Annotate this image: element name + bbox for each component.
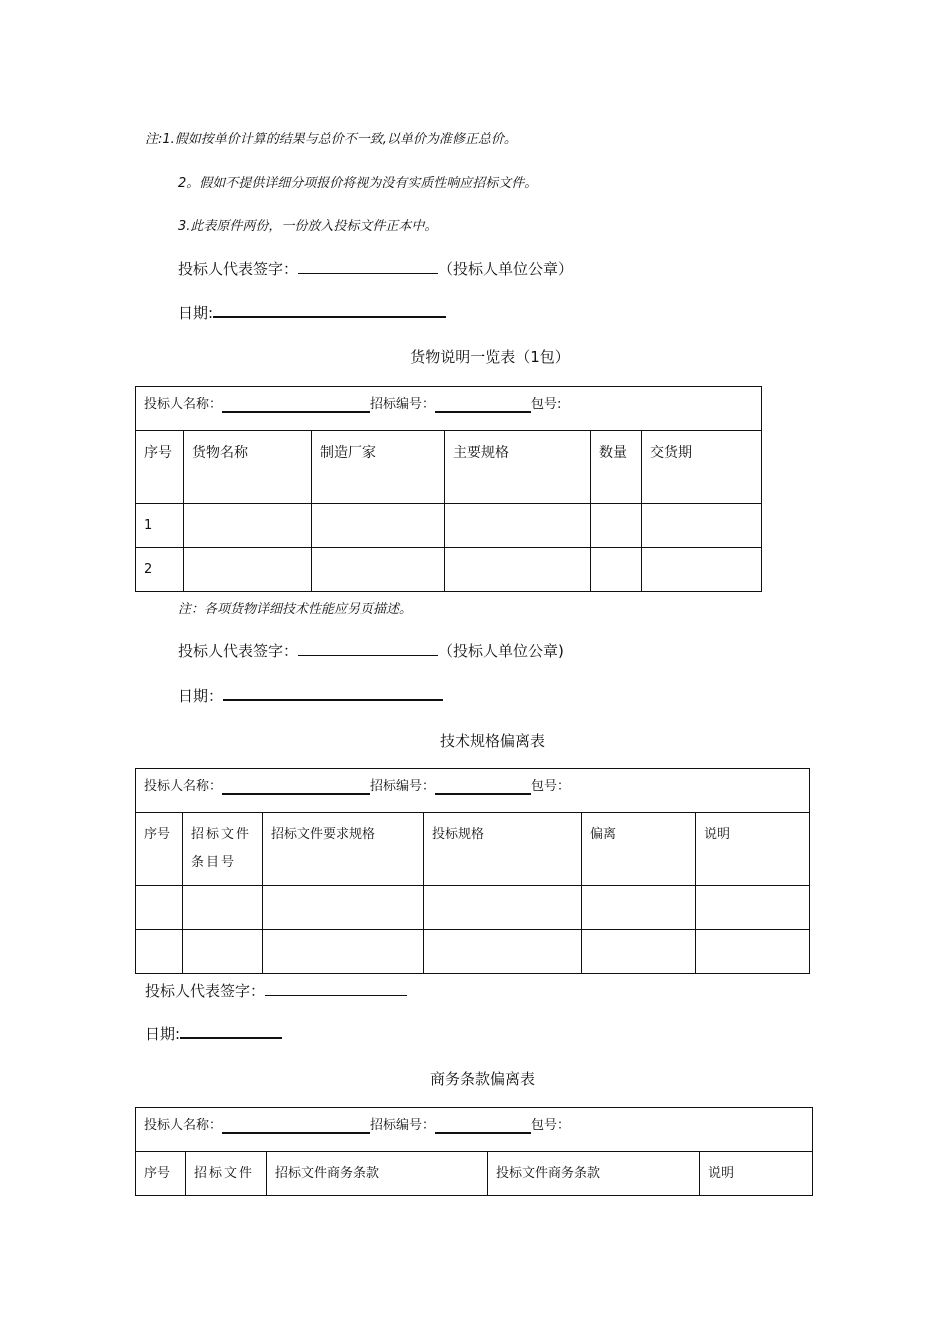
bidder-name-blank[interactable] bbox=[222, 1118, 370, 1134]
bid-number-label: 招标编号： bbox=[370, 779, 436, 794]
column-header: 主要规格 bbox=[445, 431, 591, 504]
package-label: 包号： bbox=[531, 1118, 571, 1133]
column-header: 投标规格 bbox=[424, 813, 582, 886]
note-1: 注:1.假如按单价计算的结果与总价不一致,以单价为准修正总价。 bbox=[145, 132, 517, 147]
date-blank[interactable] bbox=[213, 302, 446, 318]
table-cell[interactable] bbox=[642, 504, 762, 548]
column-header: 序号 bbox=[136, 813, 183, 886]
date-line-3 bbox=[145, 1023, 282, 1044]
table-cell[interactable] bbox=[445, 548, 591, 592]
bidder-name-blank[interactable] bbox=[222, 779, 370, 795]
signature-blank[interactable] bbox=[298, 259, 438, 274]
table-cell[interactable] bbox=[424, 886, 582, 930]
date-label: 日期: bbox=[145, 1025, 181, 1043]
note-3: 3.此表原件两份，一份放入投标文件正本中。 bbox=[178, 219, 438, 234]
table-cell[interactable] bbox=[263, 930, 424, 974]
date-line-1 bbox=[178, 302, 446, 323]
column-header: 说明 bbox=[700, 1152, 813, 1196]
goods-table bbox=[135, 386, 762, 592]
table-cell[interactable] bbox=[183, 886, 263, 930]
table-cell[interactable] bbox=[312, 504, 445, 548]
table-cell: 1 bbox=[136, 504, 184, 548]
column-header: 数量 bbox=[591, 431, 642, 504]
column-header: 招标文件要求规格 bbox=[263, 813, 424, 886]
table-cell[interactable] bbox=[263, 886, 424, 930]
column-header: 招标文件 bbox=[186, 1152, 267, 1196]
seal-label: （投标人单位公章） bbox=[438, 260, 574, 278]
table-cell[interactable] bbox=[582, 886, 696, 930]
table-cell[interactable] bbox=[642, 548, 762, 592]
tech-table bbox=[135, 768, 810, 974]
column-header: 投标文件商务条款 bbox=[488, 1152, 700, 1196]
table-cell[interactable] bbox=[184, 504, 312, 548]
table-cell[interactable] bbox=[184, 548, 312, 592]
seal-label: （投标人单位公章) bbox=[438, 642, 564, 660]
column-header: 说明 bbox=[696, 813, 810, 886]
column-header: 货物名称 bbox=[184, 431, 312, 504]
table-row bbox=[136, 930, 810, 974]
column-header: 偏离 bbox=[582, 813, 696, 886]
note-2: 2。假如不提供详细分项报价将视为没有实质性响应招标文件。 bbox=[178, 176, 538, 191]
date-blank[interactable] bbox=[223, 685, 443, 701]
signature-label: 投标人代表签字： bbox=[145, 982, 266, 1000]
signature-label: 投标人代表签字： bbox=[178, 260, 299, 278]
goods-table-header bbox=[136, 387, 762, 431]
table-cell[interactable] bbox=[445, 504, 591, 548]
column-header: 招标文件条目号 bbox=[183, 813, 263, 886]
table-cell[interactable] bbox=[136, 886, 183, 930]
column-header: 序号 bbox=[136, 431, 184, 504]
biz-table-header bbox=[136, 1108, 813, 1152]
signature-blank[interactable] bbox=[298, 641, 438, 656]
column-header: 交货期 bbox=[642, 431, 762, 504]
table-cell: 2 bbox=[136, 548, 184, 592]
table-cell[interactable] bbox=[696, 930, 810, 974]
table-row bbox=[136, 886, 810, 930]
biz-table bbox=[135, 1107, 813, 1196]
bidder-name-label: 投标人名称： bbox=[144, 779, 223, 794]
bid-number-label: 招标编号： bbox=[370, 1118, 436, 1133]
table-cell[interactable] bbox=[591, 548, 642, 592]
table-row bbox=[136, 504, 762, 548]
package-label: 包号: bbox=[531, 397, 562, 412]
bidder-name-label: 投标人名称： bbox=[144, 397, 223, 412]
bid-number-blank[interactable] bbox=[435, 397, 531, 413]
goods-table-title: 货物说明一览表（1包） bbox=[410, 348, 570, 366]
table-cell[interactable] bbox=[312, 548, 445, 592]
table-row bbox=[136, 548, 762, 592]
signature-label: 投标人代表签字： bbox=[178, 642, 299, 660]
signature-line-3 bbox=[145, 980, 407, 1001]
table-cell[interactable] bbox=[136, 930, 183, 974]
table-cell[interactable] bbox=[591, 504, 642, 548]
date-label: 日期: bbox=[178, 304, 214, 322]
package-label: 包号： bbox=[531, 779, 571, 794]
date-line-2 bbox=[178, 685, 443, 706]
signature-line-1 bbox=[178, 258, 573, 279]
tech-table-header bbox=[136, 769, 810, 813]
bidder-name-label: 投标人名称： bbox=[144, 1118, 223, 1133]
signature-blank[interactable] bbox=[265, 981, 407, 996]
column-header: 序号 bbox=[136, 1152, 186, 1196]
tech-table-title: 技术规格偏离表 bbox=[439, 732, 545, 750]
table-cell[interactable] bbox=[183, 930, 263, 974]
table-cell[interactable] bbox=[582, 930, 696, 974]
column-header: 招标文件商务条款 bbox=[267, 1152, 488, 1196]
goods-table-note: 注：各项货物详细技术性能应另页描述。 bbox=[178, 602, 413, 617]
date-blank[interactable] bbox=[180, 1023, 282, 1039]
bid-number-label: 招标编号： bbox=[370, 397, 436, 412]
table-cell[interactable] bbox=[424, 930, 582, 974]
biz-table-title: 商务条款偏离表 bbox=[429, 1070, 535, 1088]
signature-line-2 bbox=[178, 640, 564, 661]
bid-number-blank[interactable] bbox=[435, 779, 531, 795]
bidder-name-blank[interactable] bbox=[222, 397, 370, 413]
bid-number-blank[interactable] bbox=[435, 1118, 531, 1134]
date-label: 日期： bbox=[178, 687, 224, 705]
column-header: 制造厂家 bbox=[312, 431, 445, 504]
table-cell[interactable] bbox=[696, 886, 810, 930]
